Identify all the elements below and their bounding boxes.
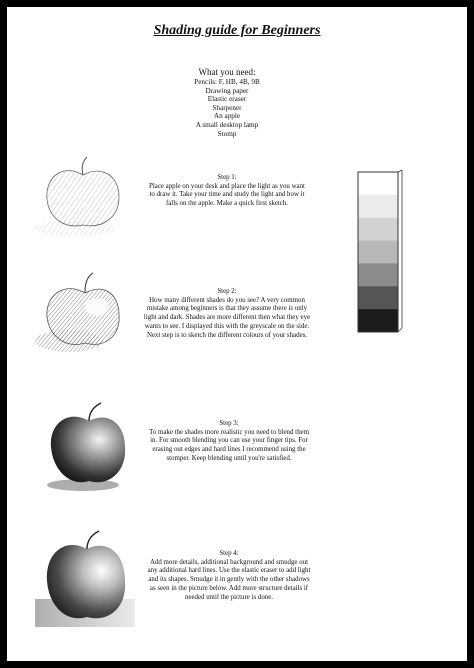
step-3-label: Step 3:	[219, 420, 239, 427]
greyscale-band	[358, 263, 398, 286]
guide-page	[7, 7, 467, 661]
step-1-text: Step 1: Place apple on your desk and place the light as you want to draw it. Take your time and study the light and how it falls on the apple. Make a quick first sketch.	[127, 174, 327, 209]
step-2-text: Step 2: How many different shades do you see? A very common mistake among beginners is that they assume there is only light and dark. Shades are more different then what they eye wants to see. I displayed this with the greyscale on the side. Next step is to sketch the different colours of your shades.	[125, 288, 329, 340]
greyscale-band	[358, 286, 398, 309]
page-title: Shading guide for Beginners	[153, 23, 321, 38]
greyscale-band	[358, 218, 398, 241]
materials-item: Sharpener	[212, 103, 242, 112]
materials-item: Pencils: F, HB, 4B, 9B	[194, 78, 260, 86]
step-3-text: Step 3: To make the shades more realistic you need to blend them in. For smooth blending you can use your finger tips. For erasing out edges and hard lines I recommend using the stomper. Keep blending until you're satisfied.	[129, 420, 329, 464]
greyscale-band	[358, 309, 398, 332]
greyscale-bar	[352, 170, 404, 338]
step-4-label: Step 4:	[219, 550, 239, 557]
materials-item: A small desktop lamp	[195, 120, 259, 129]
materials-item: Stomp	[217, 129, 237, 138]
greyscale-band	[358, 195, 398, 218]
materials-heading: What you need:	[198, 67, 256, 77]
step-1-label: Step 1:	[217, 174, 237, 181]
materials-item: Drawing paper	[205, 86, 249, 95]
materials-list	[127, 67, 327, 138]
apple-blended-step-3	[43, 399, 133, 493]
step-4-text: Step 4: Add more details, additional background and smudge out any additional hard lines. Use the elastic eraser to add light and its shapes. Smudge it in gently with the other shadows as seen in the picture below. Add more structure details if needed until the picture is done.	[127, 550, 331, 602]
materials-item: Elastic eraser	[207, 95, 247, 104]
apple-sketch-step-2	[33, 269, 133, 357]
greyscale-band	[358, 241, 398, 264]
step-2-label: Step 2:	[217, 288, 237, 295]
materials-item: An apple	[213, 112, 241, 121]
apple-finished-step-4	[35, 529, 135, 631]
greyscale-band	[358, 172, 398, 195]
apple-sketch-step-1	[33, 155, 133, 240]
